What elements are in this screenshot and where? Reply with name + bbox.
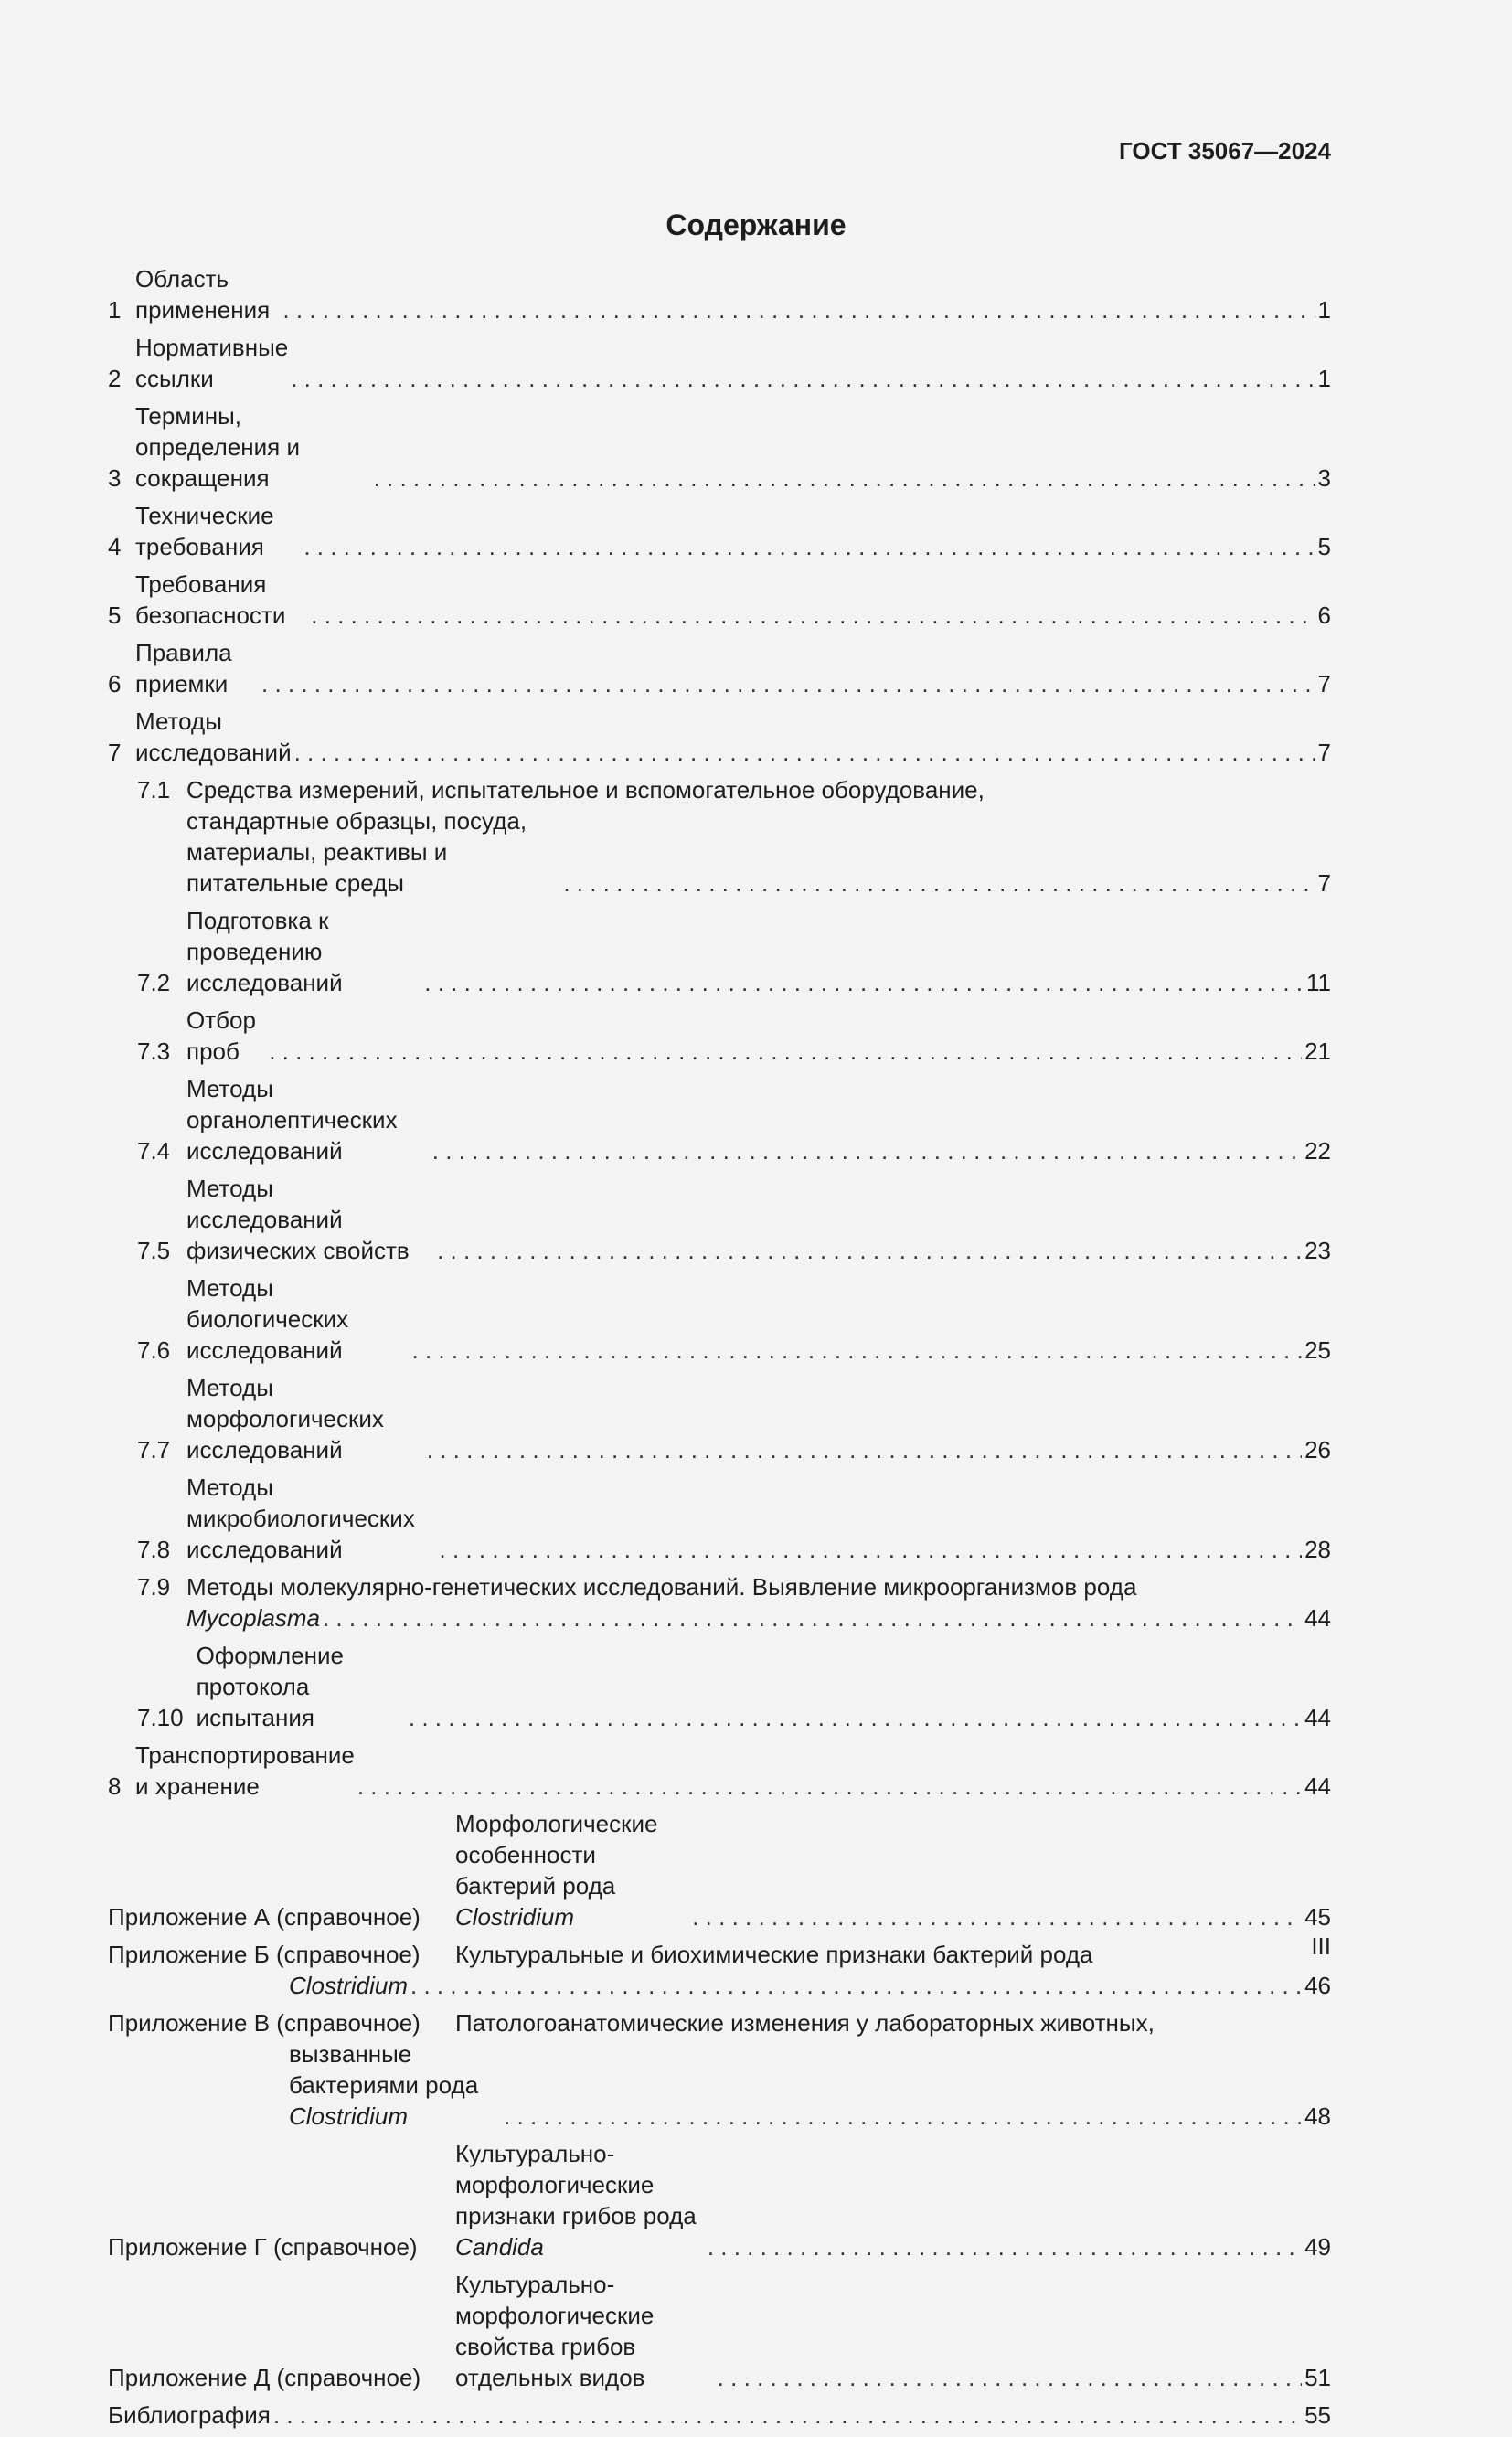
toc-number: 1: [108, 296, 122, 324]
toc-number: 7.6: [137, 1336, 171, 1364]
toc-title-line2-italic: Mycoplasma: [186, 1604, 320, 1632]
toc-number: 7.1: [137, 776, 171, 803]
toc-leader: [410, 1970, 1302, 2001]
toc-bibliography[interactable]: [108, 2400, 1331, 2431]
toc-entry-7[interactable]: [108, 706, 1331, 768]
appendix-label: Приложение А (справочное): [108, 1903, 421, 1931]
toc-title: Термины, определения и сокращения: [135, 402, 300, 492]
page-title: Содержание: [665, 208, 847, 241]
toc-leader: [504, 2101, 1302, 2132]
toc-entry-7-10[interactable]: [108, 1640, 1331, 1733]
toc-title: Библиография: [108, 2401, 271, 2429]
toc-leader: [269, 1036, 1302, 1067]
toc-entry-7-6[interactable]: [108, 1272, 1331, 1366]
toc-page: 21: [1304, 1038, 1331, 1065]
toc-appendix-v[interactable]: [108, 2007, 1331, 2132]
toc-number: 7.4: [137, 1137, 171, 1165]
toc-entry-5[interactable]: [108, 569, 1331, 631]
toc-leader: [294, 737, 1315, 768]
toc-title: Культурально-морфологические признаки грибов рода: [455, 2140, 697, 2229]
toc-title: Оформление протокола испытания: [196, 1642, 344, 1731]
toc-page: 7: [1317, 739, 1331, 766]
toc-appendix-b[interactable]: [108, 1939, 1331, 2001]
toc-page: 55: [1304, 2401, 1331, 2429]
toc-number: 7.10: [137, 1704, 184, 1731]
toc-leader: [323, 1602, 1302, 1634]
toc-title-italic: Clostridium: [289, 2102, 409, 2130]
toc-entry-7-7[interactable]: [108, 1372, 1331, 1465]
toc-page: 44: [1304, 1772, 1331, 1800]
toc-page: 46: [1304, 1972, 1331, 1999]
toc-title: Область применения: [135, 265, 271, 324]
toc-entry-7-1[interactable]: [108, 774, 1331, 899]
toc-entry-7-5[interactable]: [108, 1173, 1331, 1266]
toc-leader: [563, 867, 1315, 899]
toc-page: 44: [1304, 1604, 1331, 1632]
toc-leader: [409, 1702, 1302, 1733]
toc-title: Методы биологических исследований: [186, 1274, 349, 1364]
toc-page: 1: [1317, 365, 1331, 392]
toc-title: Методы исследований физических свойств: [186, 1175, 410, 1264]
toc-page: 22: [1304, 1137, 1331, 1165]
toc-entry-3[interactable]: [108, 400, 1331, 494]
toc-page: 5: [1317, 533, 1331, 560]
toc-page: 23: [1304, 1237, 1331, 1264]
toc-title-line1: Патологоанатомические изменения у лабораторных животных,: [455, 2009, 1155, 2037]
toc-entry-2[interactable]: [108, 332, 1331, 394]
toc-leader: [412, 1335, 1303, 1366]
toc-page: 51: [1304, 2364, 1331, 2391]
toc-page: 26: [1304, 1436, 1331, 1463]
toc-page: 48: [1304, 2102, 1331, 2130]
toc-leader: [291, 363, 1315, 394]
toc-leader: [282, 294, 1315, 325]
toc-leader: [427, 1434, 1302, 1465]
toc-title-line1: Средства измерений, испытательное и вспомогательное оборудование,: [186, 776, 985, 803]
appendix-label: Приложение В (справочное): [108, 2009, 421, 2037]
appendix-label: Приложение Г (справочное): [108, 2233, 418, 2261]
toc-number: 4: [108, 533, 122, 560]
toc-number: 7.5: [137, 1237, 171, 1264]
toc-title: Методы микробиологических исследований: [186, 1474, 415, 1563]
toc-page: 11: [1306, 969, 1331, 996]
toc-page: 1: [1317, 296, 1331, 324]
toc-title: Требования безопасности: [135, 570, 286, 629]
page-number: III: [1311, 1932, 1331, 1960]
toc-entry-7-8[interactable]: [108, 1472, 1331, 1565]
toc-page: 49: [1304, 2233, 1331, 2261]
toc-number: 8: [108, 1772, 122, 1800]
toc-title-italic: Candida: [455, 2233, 544, 2261]
toc-page: 25: [1304, 1336, 1331, 1364]
toc-entry-1[interactable]: [108, 263, 1331, 325]
toc-number: 5: [108, 601, 122, 629]
toc-title: Транспортирование и хранение: [135, 1741, 355, 1800]
toc-title: Правила приемки: [135, 639, 232, 697]
toc-title: Нормативные ссылки: [135, 334, 289, 392]
toc-title-line1: Методы молекулярно-генетических исследований. Выявление микроорганизмов рода: [186, 1573, 1137, 1601]
toc-page: 3: [1317, 464, 1331, 492]
toc-entry-8[interactable]: [108, 1740, 1331, 1802]
toc-leader: [692, 1901, 1302, 1932]
toc-title: Методы органолептических исследований: [186, 1075, 398, 1165]
toc-title: Методы исследований: [135, 708, 292, 766]
toc-leader: [424, 967, 1304, 998]
toc-entry-4[interactable]: [108, 500, 1331, 562]
toc-number: 7: [108, 739, 122, 766]
toc-title-line2: вызванные бактериями рода: [289, 2040, 479, 2099]
toc-leader: [374, 463, 1315, 494]
toc-leader: [718, 2362, 1302, 2393]
toc-leader: [261, 668, 1315, 699]
toc-page: 7: [1317, 869, 1331, 897]
toc-leader: [440, 1534, 1303, 1565]
toc-number: 2: [108, 365, 122, 392]
toc-number: 3: [108, 464, 122, 492]
toc-title: Технические требования: [135, 502, 274, 560]
toc-page: 45: [1304, 1903, 1331, 1931]
toc-appendix-d[interactable]: [108, 2269, 1331, 2393]
appendix-label: Приложение Б (справочное): [108, 1941, 421, 1968]
toc-title-line2: стандартные образцы, посуда, материалы, реактивы и питательные среды: [186, 807, 527, 897]
toc-leader: [708, 2231, 1302, 2262]
toc-entry-7-3[interactable]: [108, 1005, 1331, 1067]
toc-page: 7: [1317, 670, 1331, 697]
toc-leader: [437, 1235, 1302, 1266]
toc-appendix-a[interactable]: [108, 1808, 1331, 1932]
toc-entry-6[interactable]: [108, 637, 1331, 699]
toc-number: 7.9: [137, 1573, 171, 1601]
toc-title: Культурально-морфологические свойства грибов отдельных видов: [455, 2271, 655, 2391]
toc-title-italic: Clostridium: [455, 1903, 575, 1931]
toc-leader: [303, 531, 1315, 562]
toc-number: 6: [108, 670, 122, 697]
toc-title: Морфологические особенности бактерий рода: [455, 1810, 658, 1900]
toc-number: 7.3: [137, 1038, 171, 1065]
appendix-label: Приложение Д (справочное): [108, 2364, 421, 2391]
toc-number: 7.8: [137, 1536, 171, 1563]
toc-entry-7-9[interactable]: [108, 1571, 1331, 1634]
toc-title-line1: Культуральные и биохимические признаки бактерий рода: [455, 1941, 1093, 1968]
toc-page: 28: [1304, 1536, 1331, 1563]
toc-number: 7.7: [137, 1436, 171, 1463]
table-of-contents: [108, 263, 1331, 2437]
document-id: ГОСТ 35067—2024: [1119, 137, 1331, 165]
toc-title-line2-italic: Clostridium: [289, 1972, 409, 1999]
toc-page: 44: [1304, 1704, 1331, 1731]
toc-title: Методы морфологических исследований: [186, 1374, 384, 1463]
toc-leader: [357, 1771, 1302, 1802]
toc-entry-7-4[interactable]: [108, 1073, 1331, 1166]
toc-title: Подготовка к проведению исследований: [186, 907, 343, 996]
toc-leader: [273, 2400, 1302, 2431]
toc-appendix-g[interactable]: [108, 2138, 1331, 2262]
toc-title: Отбор проб: [186, 1006, 256, 1065]
toc-leader: [432, 1135, 1302, 1166]
toc-number: 7.2: [137, 969, 171, 996]
toc-leader: [311, 600, 1315, 631]
toc-entry-7-2[interactable]: [108, 905, 1331, 998]
toc-page: 6: [1317, 601, 1331, 629]
